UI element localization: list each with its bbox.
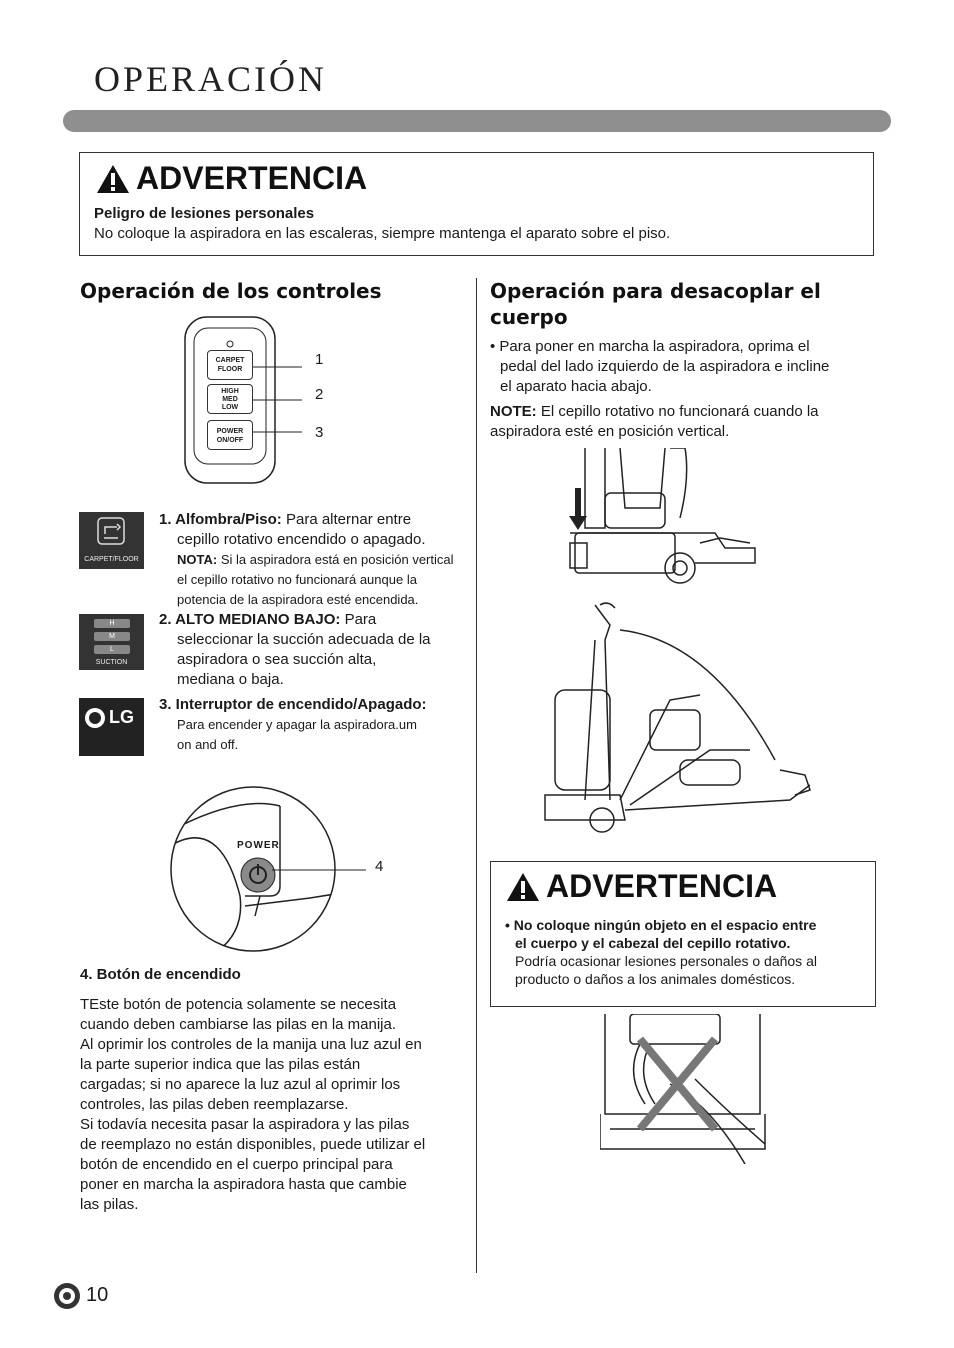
column-divider [476, 278, 477, 1273]
power-button-line2: ON/OFF [216, 437, 244, 444]
item2-line [159, 610, 376, 630]
suction-button-line1: HIGH [221, 388, 239, 395]
warning2-bullet: • [505, 917, 514, 933]
warning2-bold-line2: el cuerpo y el cabezal del cepillo rotativo. [515, 935, 791, 951]
power-label: POWER [237, 840, 280, 851]
carpet-floor-icon [79, 512, 144, 569]
suction-button-line3: LOW [221, 404, 239, 411]
decouple-note-text: El cepillo rotativo no funcionará cuando la [536, 403, 819, 420]
item2-line4: mediana o baja. [177, 671, 284, 688]
decouple-note-label: NOTE: [490, 403, 537, 420]
item1-note-line3: potencia de la aspiradora esté encendida. [177, 592, 419, 607]
title-bar [63, 110, 891, 132]
page-number: 10 [86, 1284, 109, 1306]
body-line: Si todavía necesita pasar la aspiradora y las pilas [80, 1116, 410, 1133]
item2-text: Para [340, 611, 377, 628]
decouple-bullet-line1: • Para poner en marcha la aspiradora, oprima el [490, 338, 810, 355]
item2-line3: aspiradora o sea succión alta, [177, 651, 377, 668]
warning-triangle-icon [96, 164, 130, 194]
item1-note-line2: el cepillo rotativo no funcionará aunque la [177, 572, 417, 587]
item3-title: 3. Interruptor de encendido/Apagado: [159, 696, 427, 713]
power-onoff-button[interactable] [207, 420, 253, 450]
body-line: de reemplazo no están disponibles, puede utilizar el [80, 1136, 426, 1153]
warning2-text-line2: producto o daños a los animales domésticos. [515, 971, 796, 987]
callout-1: 1 [315, 351, 324, 368]
item1-text: Para alternar entre [281, 511, 412, 528]
decouple-heading [490, 278, 821, 330]
warning-triangle-icon [506, 872, 540, 902]
warning-heading [96, 160, 367, 197]
item1-note-line1 [177, 550, 454, 570]
suction-button-line2: MED [222, 396, 238, 403]
item1-note-label: NOTA: [177, 552, 218, 567]
warning-subtitle: Peligro de lesiones personales [94, 205, 315, 222]
suction-h-label: H [94, 619, 130, 628]
callout-4: 4 [375, 858, 384, 875]
item3-line2: on and off. [177, 737, 239, 752]
lg-logo-icon [54, 1283, 80, 1309]
body-line: la parte superior indica que las pilas están [80, 1056, 361, 1073]
decouple-heading-line1: Operación para desacoplar el [490, 279, 821, 303]
warning2-bold-line1 [505, 916, 817, 934]
body-line: TEste botón de potencia solamente se necesita [80, 996, 397, 1013]
body-line: las pilas. [80, 1196, 139, 1213]
lg-icon-label: LG [109, 707, 134, 727]
page-title: OPERACIÓN [94, 59, 328, 99]
vacuum-pedal-illustration [565, 448, 760, 588]
warning2-bold-text: No coloque ningún objeto en el espacio entre [513, 917, 817, 933]
warning2-text-line1: Podría ocasionar lesiones personales o daños al [515, 953, 817, 969]
suction-level-button[interactable] [207, 384, 253, 414]
item1-note-text: Si la aspiradora está en posición vertical [217, 552, 454, 567]
item3-line1: Para encender y apagar la aspiradora.um [177, 717, 417, 732]
carpet-button-line2: FLOOR [217, 366, 243, 373]
body-line: cargadas; si no aparece la luz azul al oprimir los [80, 1076, 401, 1093]
carpet-floor-button[interactable] [207, 350, 253, 380]
carpet-icon-label: CARPET/FLOOR [84, 556, 139, 563]
warning2-body [505, 916, 817, 988]
body-line: controles, las pilas deben reemplazarse. [80, 1096, 349, 1113]
decouple-bullet-line3: el aparato hacia abajo. [500, 378, 652, 395]
item1-line [159, 510, 411, 530]
callout-2: 2 [315, 386, 324, 403]
power-button-description [80, 995, 425, 1215]
vacuum-tilt-illustration [530, 600, 820, 840]
warning2-heading-text: ADVERTENCIA [546, 868, 778, 904]
body-line: Al oprimir los controles de la manija una luz azul en [80, 1036, 422, 1053]
prohibited-gap-illustration [600, 1014, 770, 1164]
suction-icon [79, 614, 144, 670]
callout-line-4 [270, 865, 370, 875]
warning-heading-text: ADVERTENCIA [136, 160, 368, 196]
suction-icon-label: SUCTION [95, 659, 128, 666]
item4-title: 4. Botón de encendido [80, 966, 241, 983]
callout-3: 3 [315, 424, 324, 441]
callout-lines [250, 360, 310, 440]
decouple-heading-line2: cuerpo [490, 305, 568, 329]
warning-text: No coloque la aspiradora en las escaleras, siempre mantenga el aparato sobre el piso. [94, 225, 671, 242]
body-line: botón de encendido en el cuerpo principal para [80, 1156, 393, 1173]
decouple-bullet-line2: pedal del lado izquierdo de la aspiradora e incline [500, 358, 830, 375]
decouple-note-line1 [490, 402, 819, 422]
decouple-note-line2: aspiradora esté en posición vertical. [490, 423, 730, 440]
item1-line2: cepillo rotativo encendido o apagado. [177, 531, 426, 548]
suction-l-label: L [94, 645, 130, 654]
power-button-line1: POWER [216, 428, 244, 435]
body-line: poner en marcha la aspiradora hasta que cambie [80, 1176, 407, 1193]
item2-line2: seleccionar la succión adecuada de la [177, 631, 431, 648]
controls-heading: Operación de los controles [80, 279, 382, 303]
warning2-heading [506, 868, 777, 905]
suction-m-label: M [94, 632, 130, 641]
item1-title: 1. Alfombra/Piso: [159, 511, 282, 528]
item2-title: 2. ALTO MEDIANO BAJO: [159, 611, 341, 628]
body-line: cuando deben cambiarse las pilas en la manija. [80, 1016, 397, 1033]
carpet-button-line1: CARPET [215, 357, 245, 364]
lg-logo-circle [85, 708, 105, 728]
lg-power-icon [79, 698, 144, 756]
